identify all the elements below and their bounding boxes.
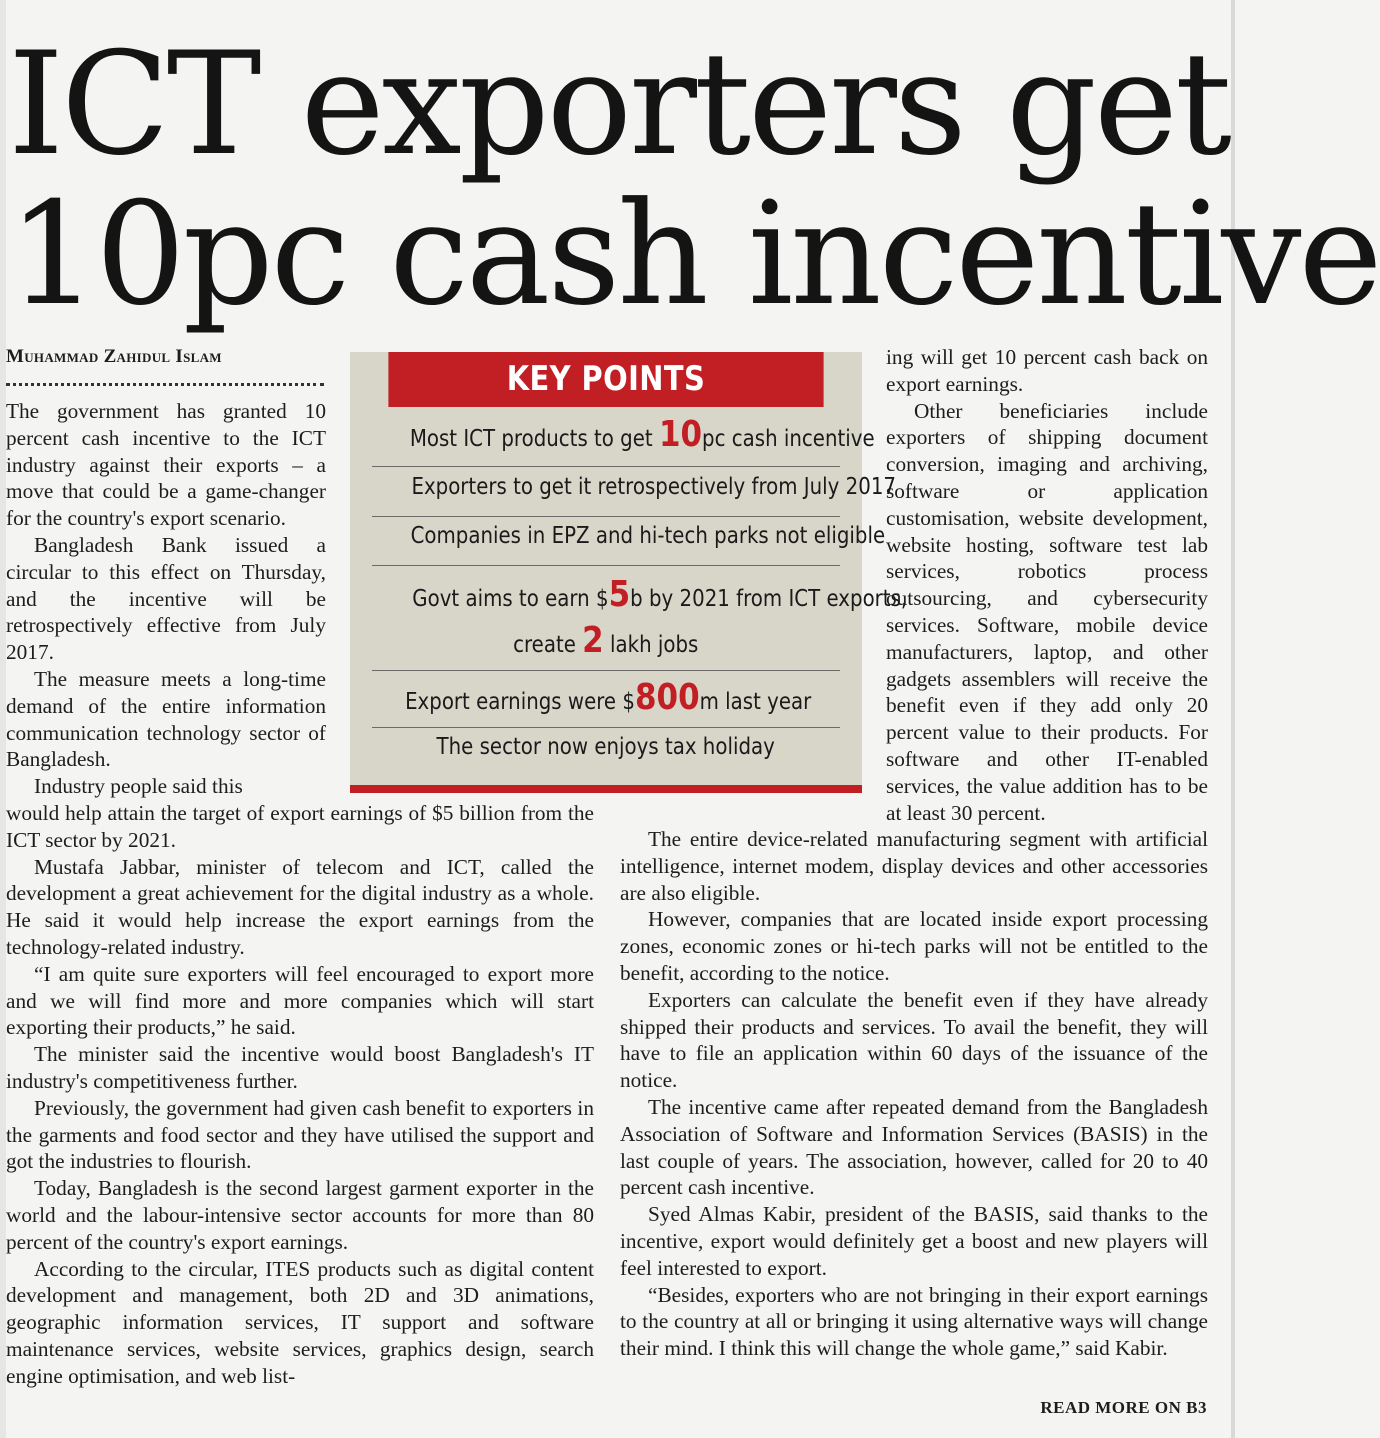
key-points-box	[350, 352, 908, 793]
paragraph: The entire device-related manufacturing segment with artificial intelligence, internet modem, display devices and other accessories are also eligible.	[620, 827, 1208, 905]
paragraph: The measure meets a long-time demand of the entire information communication technology sector of Bangladesh.	[6, 666, 326, 772]
column-1-top	[6, 398, 326, 800]
headline-line-2: 10pc cash incentive	[8, 172, 1380, 337]
paragraph: Bangladesh Bank issued a circular to this effect on Thursday, and the incentive will be retrospectively effective from July 2017.	[6, 532, 326, 665]
read-more-link[interactable]: READ MORE ON B3	[1040, 1398, 1207, 1417]
paragraph: “Besides, exporters who are not bringing in their export earnings to the country at all or bringing it using alternative ways will change their mind. I think this will change the whole game,” said Kabir.	[620, 1282, 1208, 1361]
paragraph: would help attain the target of export earnings of $5 billion from the ICT sector by 2021.	[6, 801, 594, 852]
paragraph: Other beneficiaries include exporters of shipping document conversion, imaging and archiving, software or application customisation, website development, website hosting, software test lab services, robotics process outsourcing, and cybersecurity services. Software, mobile device manufacturers, laptop, and other gadgets assemblers will receive the benefit even if they add only 20 percent value to their products. For software and other IT-enabled services, the value addition has to be at least 30 percent.	[886, 398, 1208, 825]
key-point-4: Govt aims to earn $5b by 2021 from ICT exports,	[412, 574, 908, 615]
byline-divider	[6, 383, 324, 386]
divider	[372, 516, 840, 517]
column-2-bottom	[620, 826, 1208, 1362]
paragraph: Industry people said this	[34, 774, 243, 799]
column-3-top	[886, 344, 1208, 826]
divider	[372, 466, 840, 467]
key-point-1: Most ICT products to get 10pc cash incentive	[409, 414, 875, 455]
divider	[372, 727, 840, 728]
paragraph: Previously, the government had given cash benefit to exporters in the garments and food sector and they have utilised the support and got the industries to flourish.	[6, 1095, 594, 1174]
paragraph: However, companies that are located inside export processing zones, economic zones or hi-tech parks will not be entitled to the benefit, according to the notice.	[620, 907, 1208, 985]
key-points-title: KEY POINTS	[388, 352, 823, 407]
paragraph: The government has granted 10 percent cash incentive to the ICT industry against their exports – a move that could be a game-changer for the country's export scenario.	[6, 399, 326, 531]
divider	[372, 670, 840, 671]
paragraph: “I am quite sure exporters will feel encouraged to export more and we will find more and more companies which will start exporting their products,” he said.	[6, 961, 594, 1040]
key-point-6: The sector now enjoys tax holiday	[436, 734, 776, 760]
paragraph: Exporters can calculate the benefit even if they have already shipped their products and services. To avail the benefit, they will have to file an application within 60 days of the issuance of the notice.	[620, 987, 1208, 1093]
paragraph: Syed Almas Kabir, president of the BASIS, said thanks to the incentive, export would definitely get a boost and new players will feel interested to export.	[620, 1202, 1208, 1280]
key-point-4-continued: create 2 lakh jobs	[513, 620, 699, 661]
column-1-bottom	[6, 800, 594, 1390]
key-point-3: Companies in EPZ and hi-tech parks not eligible	[410, 523, 886, 549]
paragraph: The minister said the incentive would boost Bangladesh's IT industry's competitiveness further.	[6, 1042, 594, 1093]
byline: Muhammad Zahidul Islam	[6, 346, 222, 367]
paragraph: Today, Bangladesh is the second largest garment exporter in the world and the labour-intensive sector accounts for more than 80 percent of the country's export earnings.	[6, 1176, 594, 1254]
headline-line-1: ICT exporters get	[8, 22, 1229, 187]
paragraph: The incentive came after repeated demand from the Bangladesh Association of Software and Information Services (BASIS) in the last couple of years. The association, however, called for 20 to 40 percent cash incentive.	[620, 1094, 1208, 1200]
key-point-2: Exporters to get it retrospectively from July 2017	[411, 474, 896, 500]
key-point-5: Export earnings were $800m last year	[405, 677, 812, 718]
paragraph: According to the circular, ITES products such as digital content development and management, both 2D and 3D animations, geographic information services, IT support and software maintenance services, website services, graphics design, search engine optimisation, and web list-	[6, 1256, 594, 1388]
paragraph: ing will get 10 percent cash back on export earnings.	[886, 345, 1208, 396]
divider	[372, 565, 840, 566]
paragraph: Mustafa Jabbar, minister of telecom and ICT, called the development a great achievement for the digital industry as a whole. He said it would help increase the export earnings from the technology-related industry.	[6, 854, 594, 959]
